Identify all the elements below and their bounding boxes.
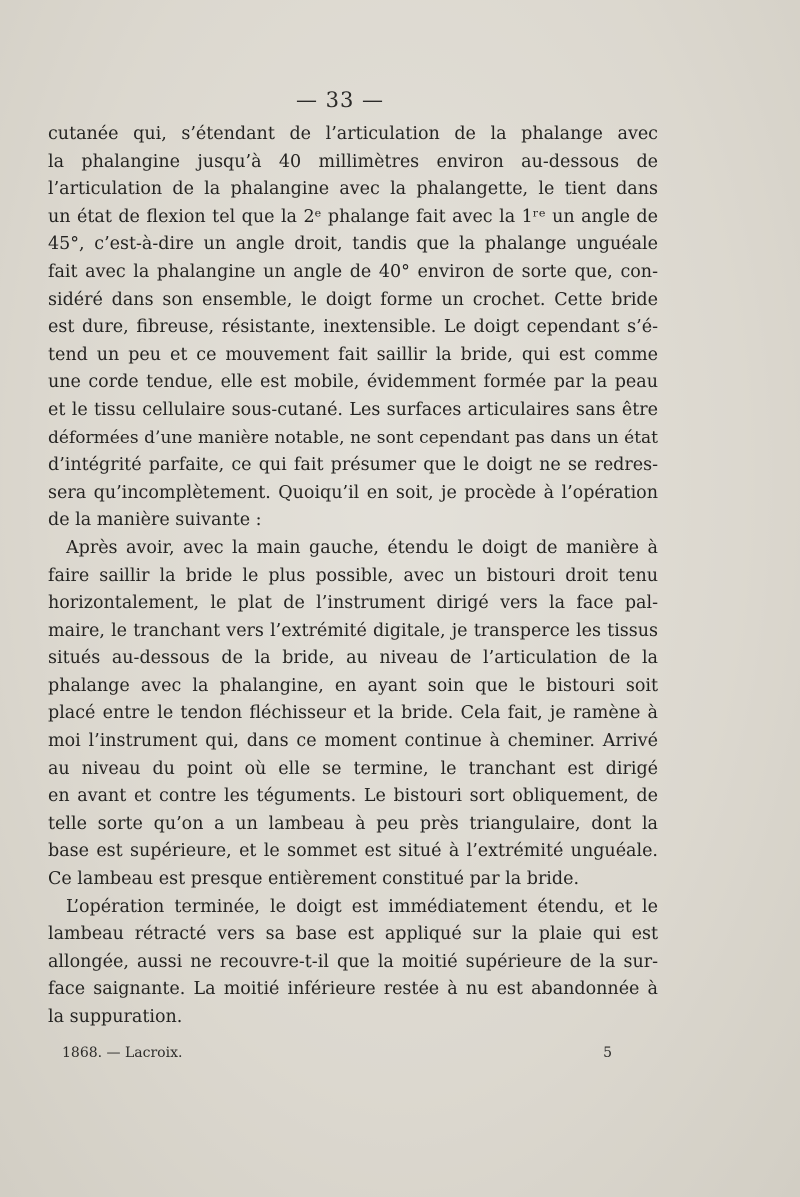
- text-line: de la manière suivante :: [48, 510, 262, 531]
- text-line: phalange avec la phalangine, en ayant soin que le bistouri soit: [48, 675, 658, 696]
- text-line: allongée, aussi ne recouvre-t-il que la moitié supérieure de la sur-: [48, 951, 658, 972]
- text-line: moi l’instrument qui, dans ce moment continue à cheminer. Arrivé: [48, 731, 658, 752]
- text-line: base est supérieure, et le sommet est situé à l’extrémité unguéale.: [48, 841, 658, 862]
- text-line: horizontalement, le plat de l’instrument dirigé vers la face pal-: [48, 593, 658, 614]
- text-line: L’opération terminée, le doigt est immédiatement étendu, et le: [66, 896, 658, 917]
- text-line: au niveau du point où elle se termine, le tranchant est dirigé: [48, 758, 658, 779]
- footer-sheet-number: 5: [603, 1045, 612, 1061]
- text-line: en avant et contre les téguments. Le bistouri sort obliquement, de: [48, 786, 658, 807]
- text-line: sidéré dans son ensemble, le doigt forme un crochet. Cette bride: [48, 289, 658, 310]
- text-line: lambeau rétracté vers sa base est appliqué sur la plaie qui est: [48, 924, 658, 945]
- text-line: cutanée qui, s’étendant de l’articulation de la phalange avec: [48, 124, 658, 144]
- text-line: situés au-dessous de la bride, au niveau de l’articulation de la: [48, 648, 658, 669]
- text-line: maire, le tranchant vers l’extrémité digitale, je transperce les tissus: [48, 620, 658, 641]
- text-line: et le tissu cellulaire sous-cutané. Les surfaces articulaires sans être: [48, 399, 658, 420]
- body-text: [48, 121, 658, 1032]
- text-line: d’intégrité parfaite, ce qui fait présumer que le doigt ne se redres-: [48, 455, 658, 476]
- text-line: tend un peu et ce mouvement fait saillir la bride, qui est comme: [48, 344, 658, 365]
- text-line: 45°, c’est-à-dire un angle droit, tandis que la phalange unguéale: [48, 234, 658, 255]
- text-line: l’articulation de la phalangine avec la phalangette, le tient dans: [48, 179, 658, 200]
- footer-signature: 1868. — Lacroix.: [62, 1045, 183, 1061]
- page-number: — 33 —: [295, 88, 385, 112]
- text-line: Après avoir, avec la main gauche, étendu le doigt de manière à: [66, 537, 658, 558]
- text-line: face saignante. La moitié inférieure restée à nu est abandonnée à: [48, 979, 658, 1000]
- text-line: telle sorte qu’on a un lambeau à peu près triangulaire, dont la: [48, 813, 658, 834]
- text-line: Ce lambeau est presque entièrement constitué par la bride.: [48, 869, 580, 890]
- text-line: la phalangine jusqu’à 40 millimètres environ au-dessous de: [48, 151, 658, 172]
- text-line: la suppuration.: [48, 1007, 183, 1027]
- text-line: placé entre le tendon fléchisseur et la bride. Cela fait, je ramène à: [48, 703, 658, 724]
- text-line: est dure, fibreuse, résistante, inextensible. Le doigt cependant s’é-: [48, 317, 658, 338]
- text-line: déformées d’une manière notable, ne sont cependant pas dans un état: [48, 427, 658, 448]
- text-line: un état de flexion tel que la 2ᵉ phalange fait avec la 1ʳᵉ un angle de: [48, 206, 658, 227]
- text-line: faire saillir la bride le plus possible, avec un bistouri droit tenu: [48, 565, 658, 586]
- text-line: sera qu’incomplètement. Quoiqu’il en soit, je procède à l’opération: [48, 482, 658, 503]
- text-line: une corde tendue, elle est mobile, évidemment formée par la peau: [48, 372, 658, 393]
- text-line: fait avec la phalangine un angle de 40° environ de sorte que, con-: [48, 261, 658, 282]
